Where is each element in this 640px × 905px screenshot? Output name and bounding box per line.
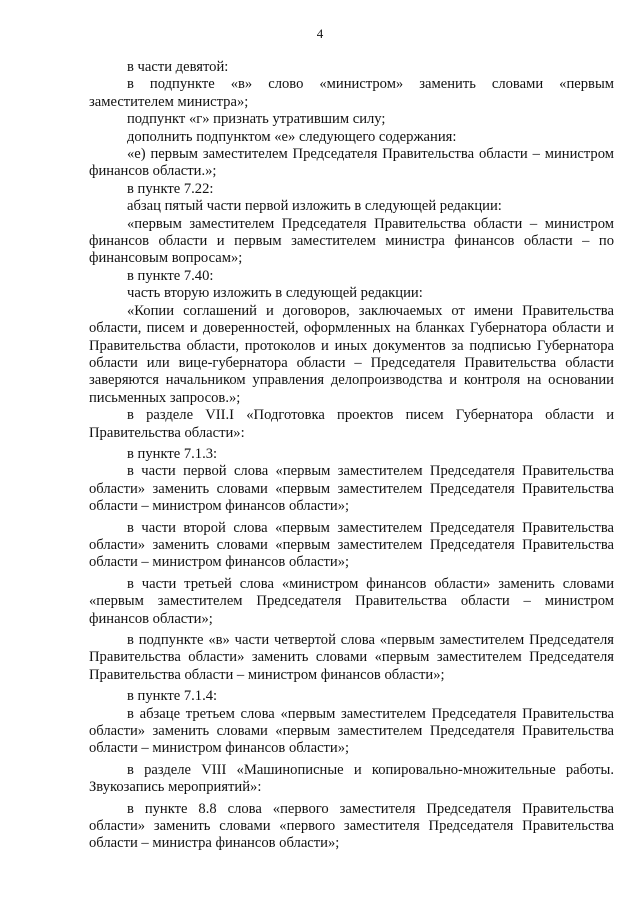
paragraph: в части первой слова «первым заместителем Председателя Правительства области» заменить словами «первым заместителем Председателя Правительства области – министром финансов области»; <box>89 463 614 515</box>
document-body <box>89 59 614 853</box>
paragraph: подпункт «г» признать утратившим силу; <box>127 111 386 128</box>
paragraph: в подпункте «в» слово «министром» заменить словами «первым заместителем министра»; <box>89 76 614 110</box>
paragraph: в части второй слова «первым заместителем Председателя Правительства области» заменить словами «первым заместителем Председателя Правительства области – министром финансов области»; <box>89 519 614 571</box>
paragraph: в пункте 7.1.4: <box>127 688 218 705</box>
paragraph: часть вторую изложить в следующей редакции: <box>127 285 423 302</box>
paragraph: в пункте 7.1.3: <box>127 445 218 462</box>
paragraph: дополнить подпунктом «е» следующего содержания: <box>127 128 457 145</box>
paragraph: «е) первым заместителем Председателя Правительства области – министром финансов области.»; <box>89 146 614 180</box>
paragraph: в пункте 7.40: <box>127 267 214 284</box>
paragraph: «Копии соглашений и договоров, заключаемых от имени Правительства области, писем и доверенностей, оформленных на бланках Губернатора области и Правительства области, протоколов и иных документов за подписью Губернатора области или вице-губернатора области – Председателя Правительства области заверяются начальником управления делопроизводства и контроля на основании письменных запросов.»; <box>89 302 614 406</box>
paragraph: в части третьей слова «министром финансов области» заменить словами «первым заместителем Председателя Правительства области – министром финансов области»; <box>89 575 614 627</box>
paragraph: в разделе VIII «Машинописные и копировально-множительные работы. Звукозапись мероприятий»: <box>89 761 614 796</box>
paragraph: абзац пятый части первой изложить в следующей редакции: <box>127 198 502 215</box>
paragraph: в пункте 7.22: <box>127 180 214 197</box>
paragraph: «первым заместителем Председателя Правительства области – министром финансов области и первым заместителем министра финансов области – по финансовым вопросам»; <box>89 215 614 267</box>
paragraph: в разделе VII.I «Подготовка проектов писем Губернатора области и Правительства области»: <box>89 407 614 441</box>
paragraph: в подпункте «в» части четвертой слова «первым заместителем Председателя Правительства области» заменить словами «первым заместителем Председателя Правительства области – министром финансов области»; <box>89 632 614 683</box>
page-number: 4 <box>316 26 324 41</box>
paragraph: в пункте 8.8 слова «первого заместителя Председателя Правительства области» заменить словами «первого заместителя Председателя Правительства области – министра финансов области»; <box>89 800 614 852</box>
paragraph: в абзаце третьем слова «первым заместителем Председателя Правительства области» заменить словами «первым заместителем Председателя Правительства области – министром финансов области»; <box>89 705 614 757</box>
paragraph: в части девятой: <box>127 59 229 75</box>
